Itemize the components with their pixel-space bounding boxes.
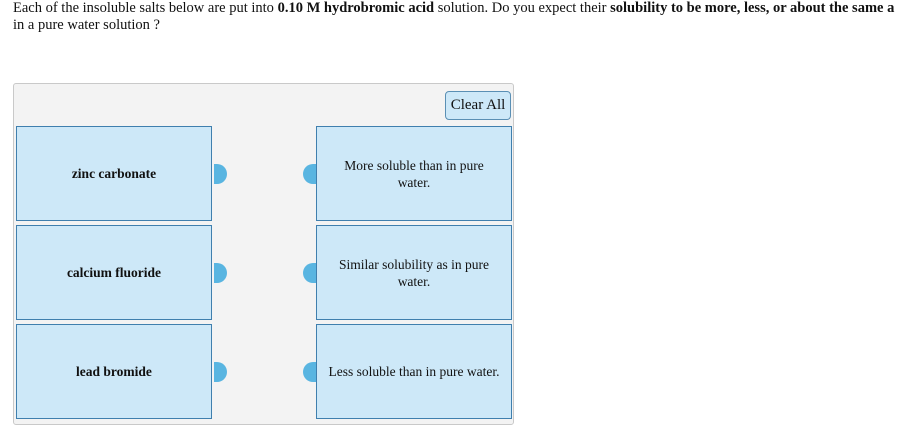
salt-card-zinc-carbonate[interactable] [16, 126, 212, 221]
target-label: Similar solubility as in pure water. [339, 256, 489, 289]
target-card-less-soluble[interactable] [316, 324, 512, 419]
salt-label: lead bromide [76, 363, 152, 379]
question-bold-acid: 0.10 M hydrobromic acid [277, 0, 435, 16]
target-connector-handle[interactable] [303, 362, 316, 382]
salt-label: calcium fluoride [66, 264, 162, 280]
question-text [13, 0, 919, 34]
target-connector-handle[interactable] [303, 164, 316, 184]
clear-all-button[interactable]: Clear All [445, 91, 511, 120]
target-card-similar-solubility[interactable] [316, 225, 512, 320]
question-bold-solubility: solubility to be more, less, or about the same a [610, 0, 895, 16]
question-line-2: in a pure water solution ? [13, 17, 160, 33]
salt-connector-handle[interactable] [214, 362, 227, 382]
target-connector-handle[interactable] [303, 263, 316, 283]
salt-connector-handle[interactable] [214, 164, 227, 184]
target-label: More soluble than in pure water. [344, 157, 484, 190]
salt-card-calcium-fluoride[interactable] [16, 225, 212, 320]
question-part-1: Each of the insoluble salts below are put into [13, 0, 278, 16]
target-card-more-soluble[interactable] [316, 126, 512, 221]
matching-panel [13, 83, 514, 425]
question-part-2: solution. Do you expect their [434, 0, 611, 16]
target-label: Less soluble than in pure water. [328, 364, 500, 379]
salt-label: zinc carbonate [71, 165, 157, 181]
salt-card-lead-bromide[interactable] [16, 324, 212, 419]
salt-connector-handle[interactable] [214, 263, 227, 283]
